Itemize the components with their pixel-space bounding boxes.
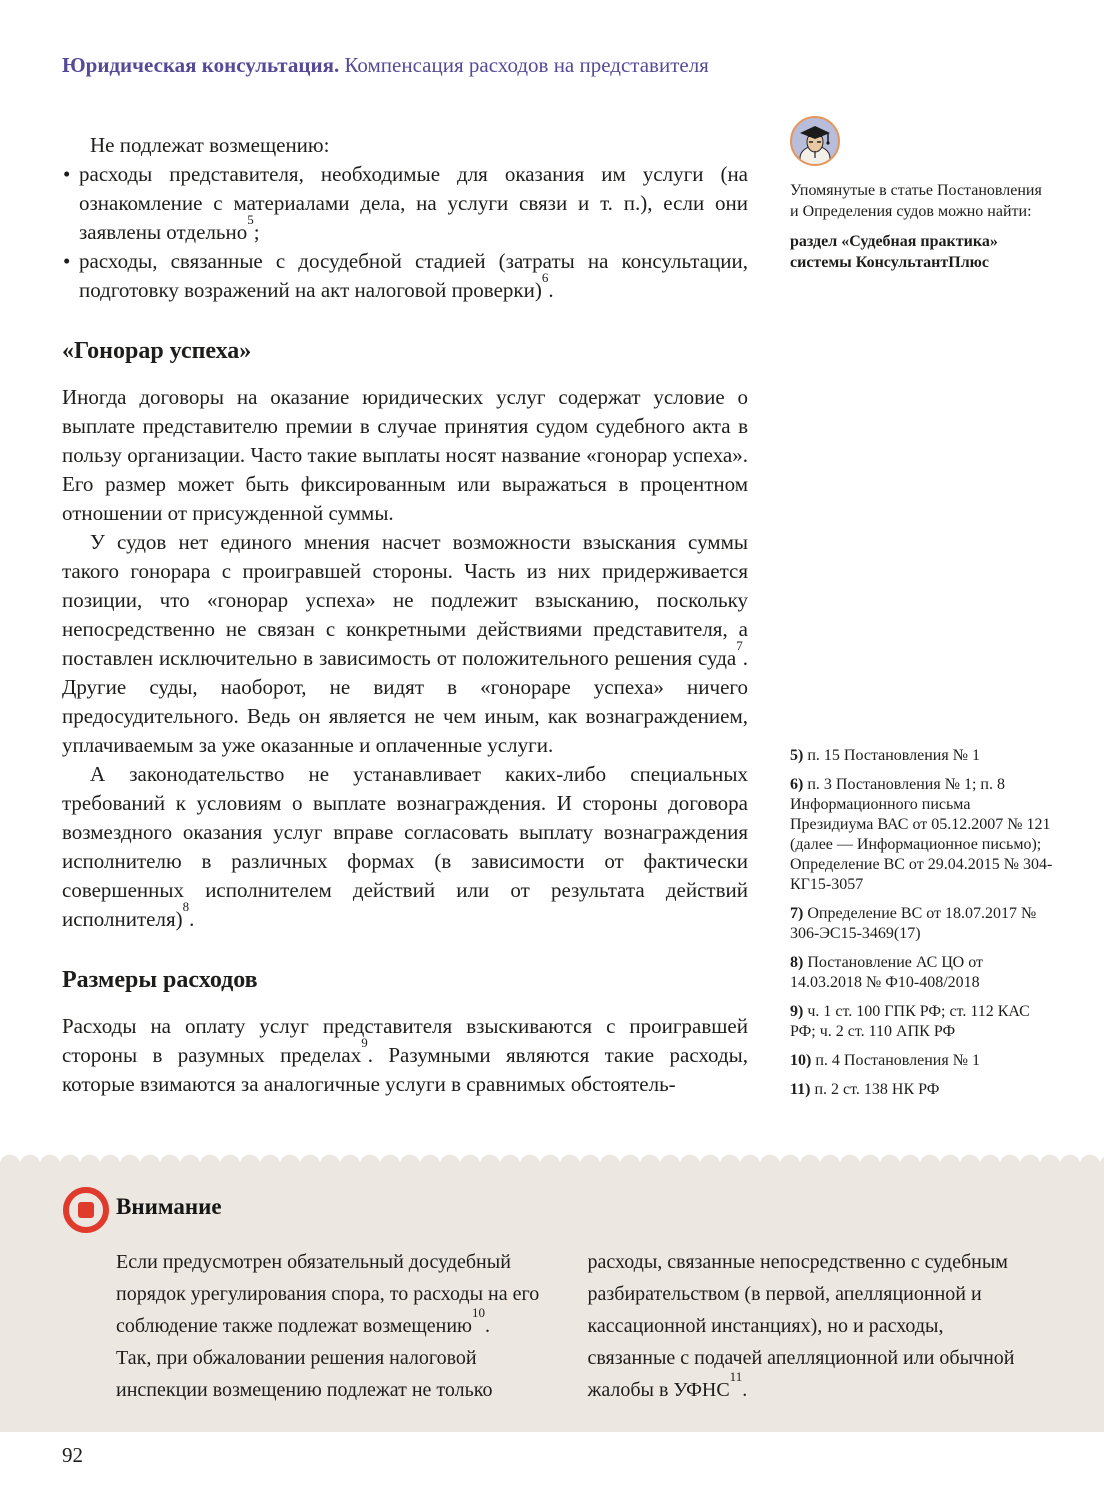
footnote-item <box>790 1080 1054 1100</box>
footnote-number: 6) <box>790 776 804 793</box>
footnotes-column <box>790 746 1054 1109</box>
attention-box <box>0 1162 1104 1432</box>
footnote-text: п. 4 Постановления № 1 <box>815 1052 980 1069</box>
body-paragraph <box>62 1012 748 1099</box>
footnote-ref-11: 11 <box>729 1369 743 1385</box>
not-reimbursed-list <box>62 160 748 305</box>
attention-icon <box>63 1187 109 1233</box>
attention-columns <box>116 1246 1021 1406</box>
main-text-column <box>62 131 748 1099</box>
sidebar-note <box>790 116 1048 273</box>
footnote-text: п. 15 Постановления № 1 <box>807 747 980 764</box>
attention-paragraph: Так, при обжаловании решения налоговой инспекции возмещению подлежат не только <box>116 1347 493 1401</box>
attention-text: . <box>484 1315 490 1337</box>
attention-paragraph <box>116 1246 550 1342</box>
bullet-item <box>62 160 748 247</box>
attention-text: расходы, связанные непосредственно с судебным разбирательством (в первой, апелляционной и кассационной инстанциях), но и расходы, связанные с подачей апелляционной или обычной жалобы в УФНС <box>587 1251 1015 1401</box>
footnote-text: Определение ВС от 18.07.2017 № 306-ЭС15-3469(17) <box>790 905 1037 942</box>
body-paragraph <box>62 760 748 934</box>
footnote-item <box>790 953 1054 993</box>
footnote-item <box>790 775 1054 895</box>
footnote-number: 9) <box>790 1003 804 1020</box>
bullet-text: расходы, связанные с досудебной стадией (затраты на консультации, подготовку возражений на акт налоговой проверки) <box>79 249 748 302</box>
footnote-item <box>790 904 1054 944</box>
paragraph-text: . Разумными являются такие расходы, которые взимаются за аналогичные услуги в сравнимых обстоятель- <box>62 1043 748 1096</box>
scholar-avatar-drawing <box>792 118 838 164</box>
paragraph-text: А законодательство не устанавливает каких-либо специальных требований к условиям о выплате вознаграждения. И стороны договора возмездного оказания услуг вправе согласовать выплату вознаграждения исполнителю в различных формах (в зависимости от фактически совершенных исполнителем действий или от результата действий исполнителя) <box>62 762 748 931</box>
sidebar-note-text: Упомянутые в статье Постановления и Определения судов можно найти: <box>790 182 1042 220</box>
footnote-text: ч. 1 ст. 100 ГПК РФ; ст. 112 КАС РФ; ч. 2 ст. 110 АПК РФ <box>790 1003 1030 1040</box>
footnote-number: 8) <box>790 954 804 971</box>
body-paragraph <box>62 528 748 760</box>
footnote-number: 10) <box>790 1052 812 1069</box>
article-title: Компенсация расходов на представителя <box>344 53 709 77</box>
footnote-ref-7: 7 <box>736 638 743 653</box>
body-paragraph: Иногда договоры на оказание юридических услуг содержат условие о выплате представителю премии в случае принятия судом судебного акта в пользу организации. Часто такие выплаты носят название «гонорар успеха». Его размер может быть фиксированным или выражаться в процентном отношении от присужденной суммы. <box>62 385 748 525</box>
attention-text: Если предусмотрен обязательный досудебный порядок урегулирования спора, то расходы на его соблюдение также подлежат возмещению <box>116 1251 540 1337</box>
footnote-number: 5) <box>790 747 804 764</box>
footnote-number: 11) <box>790 1081 811 1098</box>
attention-column-left <box>116 1246 550 1406</box>
footnote-item <box>790 746 1054 766</box>
footnote-text: п. 3 Постановления № 1; п. 8 Информационного письма Президиума ВАС от 05.12.2007 № 121 (далее — Информационное письмо); Определение ВС от 29.04.2015 № 304-КГ15-3057 <box>790 776 1053 893</box>
bullet-tail: ; <box>253 220 260 244</box>
section-heading-gonorar-uspeha: «Гонорар успеха» <box>62 338 252 364</box>
footnote-number: 7) <box>790 905 804 922</box>
footnote-ref-6: 6 <box>541 270 549 285</box>
page-header <box>62 52 962 78</box>
attention-column-right <box>588 1246 1022 1406</box>
bullet-tail: . <box>548 278 554 302</box>
page-number: 92 <box>62 1443 83 1467</box>
footnote-item <box>790 1051 1054 1071</box>
sidebar-note-bold-text: раздел «Судебная практика» системы КонсультантПлюс <box>790 233 998 271</box>
footnote-text: Постановление АС ЦО от 14.03.2018 № Ф10-408/2018 <box>790 954 983 991</box>
footnote-ref-5: 5 <box>247 212 254 227</box>
footnote-ref-10: 10 <box>471 1305 485 1321</box>
paragraph-text: . <box>189 907 195 931</box>
rubric-title: Юридическая консультация. <box>62 53 340 77</box>
intro-lead: Не подлежат возмещению: <box>90 133 330 157</box>
footnote-item <box>790 1002 1054 1042</box>
footnote-ref-8: 8 <box>182 899 190 914</box>
paragraph-text: . Другие суды, наоборот, не видят в «гонораре успеха» ничего предосудительного. Ведь он является не чем иным, как вознаграждением, уплачиваемым за уже оказанные и оплаченные услуги. <box>62 646 748 757</box>
section-heading-razmery-rashodov: Размеры расходов <box>62 967 258 993</box>
bullet-item <box>62 247 748 305</box>
bullet-text: расходы представителя, необходимые для оказания им услуги (на ознакомление с материалами дела, на услуги связи и т. п.), если они заявлены отдельно <box>79 162 748 244</box>
paragraph-text: У судов нет единого мнения насчет возможности взыскания суммы такого гонорара с проигравшей стороны. Часть из них придерживается позиции, что «гонорар успеха» не подлежит взысканию, поскольку непосредственно не связан с конкретными действиями представителя, а поставлен исключительно в зависимость от положительного решения суда <box>62 530 748 670</box>
attention-text: . <box>742 1379 748 1401</box>
footnote-ref-9: 9 <box>361 1035 368 1050</box>
footnote-text: п. 2 ст. 138 НК РФ <box>814 1081 940 1098</box>
scholar-avatar-icon <box>790 116 840 166</box>
attention-title: Внимание <box>116 1194 222 1219</box>
paragraph-text: Расходы на оплату услуг представителя взыскиваются с проигравшей стороны в разумных пределах <box>62 1014 748 1067</box>
